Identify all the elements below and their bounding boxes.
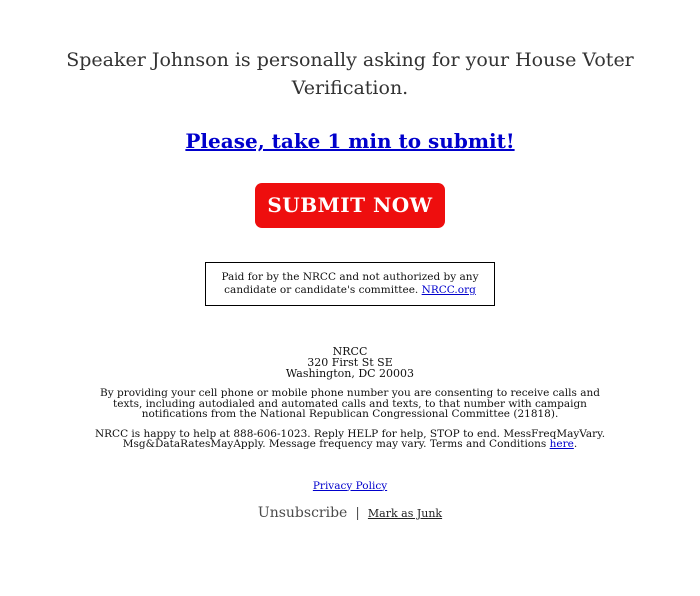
submit-now-button[interactable]: SUBMIT NOW [255,183,445,228]
address-line-1: 320 First St SE [307,356,393,369]
help-text: NRCC is happy to help at 888-606-1023. Reply HELP for help, STOP to end. MessFreqMayVary. Msg&DataRatesMayApply. Message frequency may vary. Terms and Conditions [94,427,606,450]
unsubscribe-separator: | [355,505,360,521]
org-name: NRCC [332,345,368,358]
org-address-block [0,346,700,379]
help-paragraph [90,429,610,450]
nrcc-org-link[interactable]: NRCC.org [421,284,476,296]
cta-row [0,129,700,153]
disclaimer-row [0,262,700,306]
footer [0,346,700,521]
privacy-row [0,480,700,492]
paid-for-disclaimer-box [205,262,495,306]
unsubscribe-row [0,502,700,521]
address-line-2: Washington, DC 20003 [285,367,415,380]
consent-paragraph: By providing your cell phone or mobile phone number you are consenting to receive calls and texts, including autodialed and automated calls and texts, to that number with campaign notifications from the National Republican Congressional Committee (21818). [99,387,600,420]
unsubscribe-link[interactable]: Unsubscribe [257,504,348,521]
help-text-period: . [573,438,578,450]
privacy-policy-link[interactable]: Privacy Policy [312,479,388,492]
headline: Speaker Johnson is personally asking for your House Voter Verification. [66,49,634,99]
terms-and-conditions-link[interactable]: here [549,438,574,450]
mark-as-junk-link[interactable]: Mark as Junk [367,506,443,520]
disclaimer-text: Paid for by the NRCC and not authorized by any candidate or candidate's committee. [221,271,479,296]
take-1-min-submit-link[interactable]: Please, take 1 min to submit! [185,129,515,153]
button-row [0,183,700,228]
